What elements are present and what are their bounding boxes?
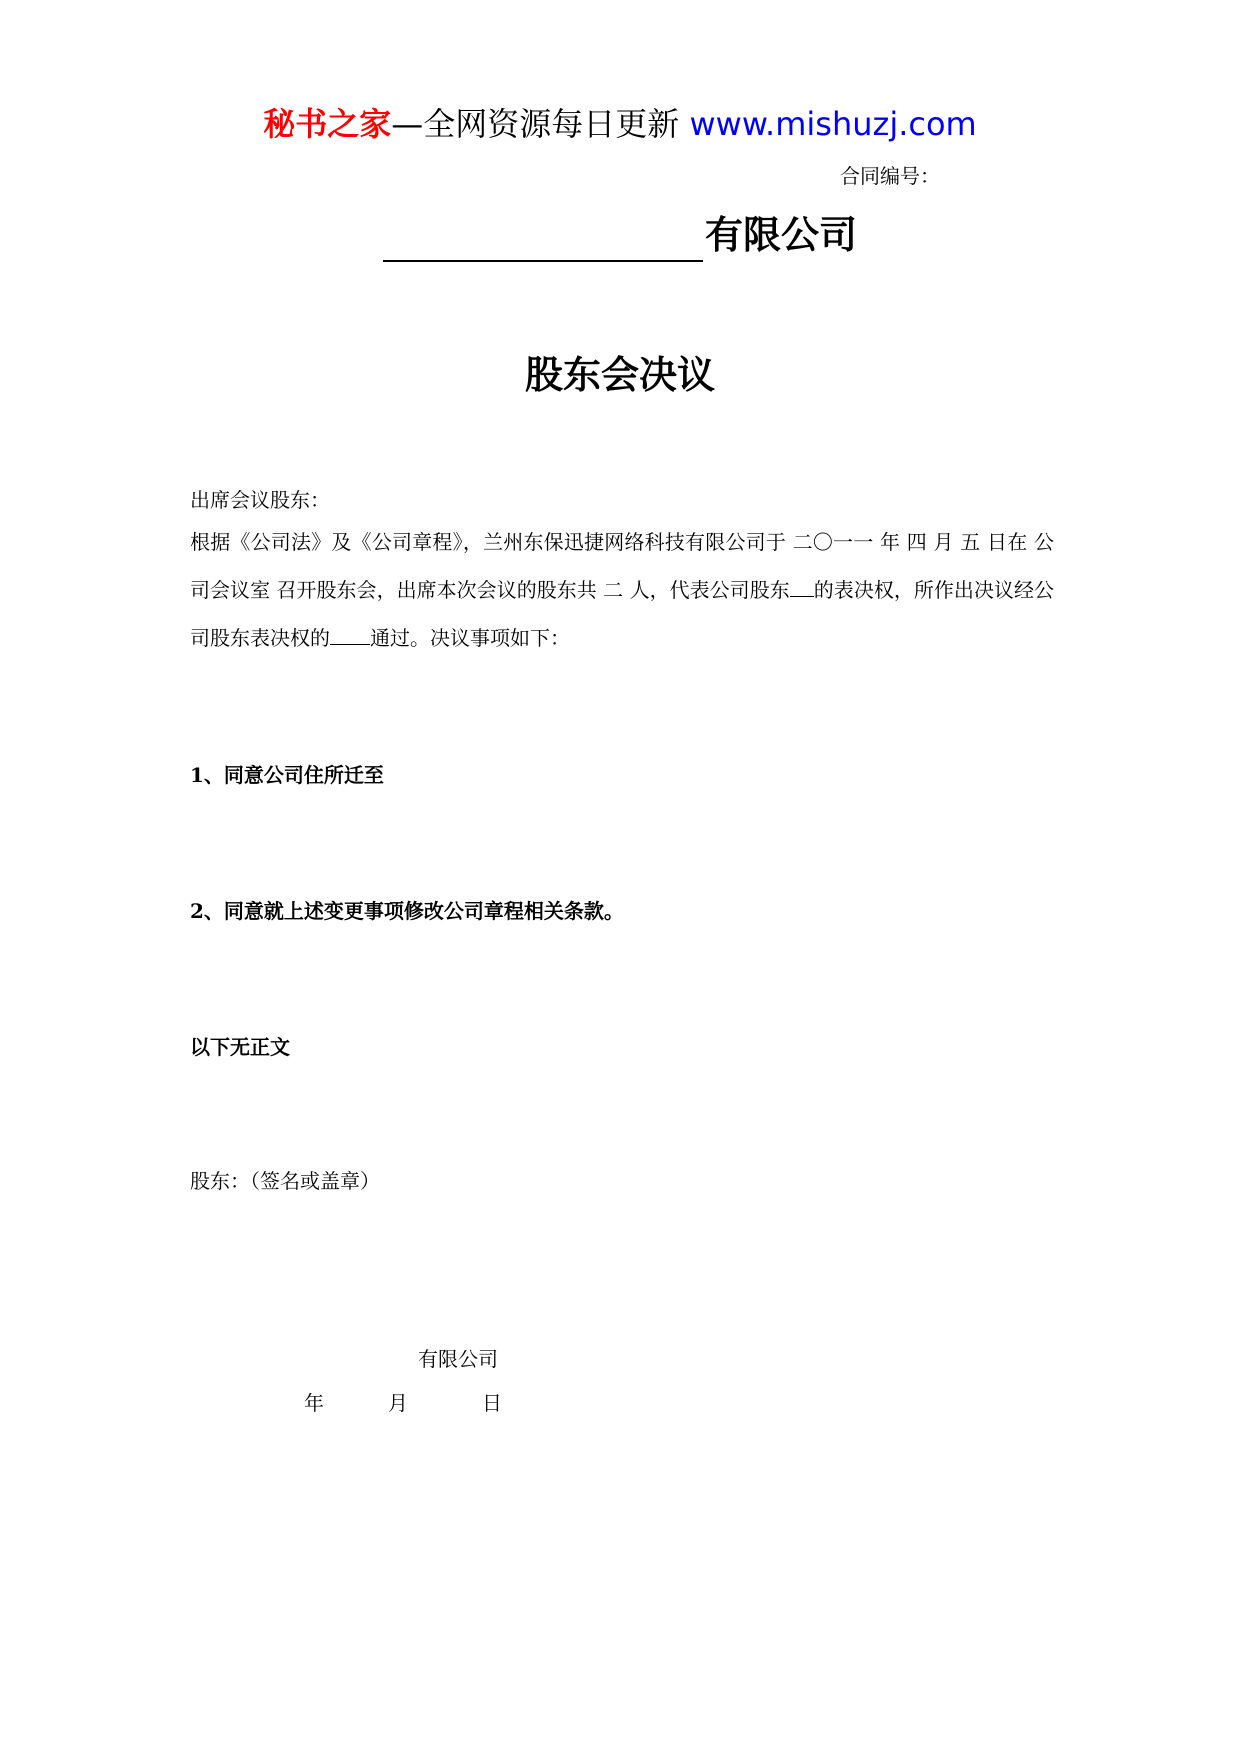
document-title: 股东会决议 <box>524 352 715 397</box>
company-name-blank <box>383 220 703 262</box>
footer-year: 年 <box>304 1391 324 1415</box>
contract-number-label: 合同编号： <box>840 164 940 188</box>
banner-brand: 秘书之家 <box>263 105 392 143</box>
attendees-label: 出席会议股东： <box>190 488 330 512</box>
footer-month: 月 <box>388 1391 408 1415</box>
resolution-item-2: 2、同意就上述变更事项修改公司章程相关条款。 <box>190 899 624 923</box>
approval-ratio-blank <box>330 624 370 645</box>
paragraph-part-1: 根据《公司法》及《公司章程》，兰州东保迅捷网络科技有限公司于 二〇一一 年 四 月 五 日在 公司会议室 召开股东会，出席本次会议的股东共 二 人，代表公司股东 <box>190 530 1054 602</box>
footer-company: 有限公司 <box>418 1347 498 1371</box>
header-banner <box>0 100 1240 148</box>
resolution-paragraph <box>190 518 1054 662</box>
banner-slogan: —全网资源每日更新 <box>391 105 680 143</box>
shareholder-signature-label: 股东：（签名或盖章） <box>190 1169 380 1193</box>
banner-url[interactable]: www.mishuzj.com <box>689 105 977 143</box>
paragraph-part-2: 的表决权，所作出决议经公司股东表决权的 <box>190 578 1055 650</box>
company-heading-text: 有限公司 <box>704 212 857 257</box>
voting-share-blank <box>790 576 814 597</box>
no-further-text: 以下无正文 <box>190 1035 290 1059</box>
resolution-item-1: 1、同意公司住所迁至 <box>190 763 384 787</box>
footer-day: 日 <box>482 1391 502 1415</box>
company-heading <box>0 208 1240 262</box>
paragraph-part-3: 通过。决议事项如下： <box>370 626 570 650</box>
